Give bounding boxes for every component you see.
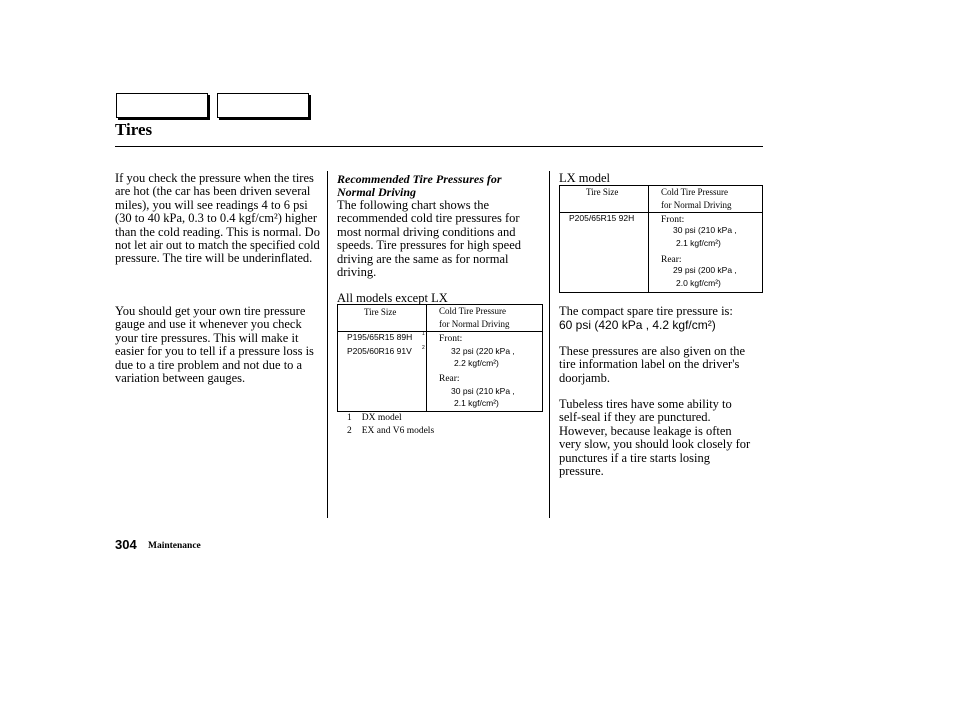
- tire-size-cell: P205/60R16 91V: [347, 346, 412, 356]
- lx-table-title: LX model: [559, 171, 611, 185]
- tire-size-header: Tire Size: [364, 307, 397, 317]
- front-pressure-line2: 2.1 kgf/cm²): [676, 238, 721, 248]
- rear-pressure-line2: 2.1 kgf/cm²): [454, 398, 499, 408]
- rear-label: Rear:: [439, 374, 460, 384]
- all-models-pressure-table: [337, 304, 543, 412]
- front-pressure-line1: 30 psi (210 kPa ,: [673, 225, 737, 235]
- tire-size-header: Tire Size: [586, 187, 619, 197]
- hot-tire-paragraph: If you check the pressure when the tires are hot (the car has been driven several miles), you will see readings 4 to 6 psi (30 to 40 kPa, 0.3 to 0.4 kgf/cm²) higher than the cold reading. This is normal. Do not let air out to match the specified cold pressure. The tire will be underinflated.: [115, 171, 320, 266]
- cold-pressure-header-line1: Cold Tire Pressure: [439, 306, 507, 316]
- nav-box-1[interactable]: [116, 93, 208, 118]
- section-name: Maintenance: [148, 541, 201, 551]
- footnote-mark: 2: [422, 345, 425, 351]
- tire-size-cell: P195/65R15 89H: [347, 332, 413, 342]
- front-label: Front:: [661, 215, 685, 225]
- rear-pressure-line1: 30 psi (210 kPa ,: [451, 386, 515, 396]
- column-divider-1: [327, 171, 328, 518]
- rear-pressure-line2: 2.0 kgf/cm²): [676, 278, 721, 288]
- tubeless-paragraph: Tubeless tires have some ability to self-seal if they are punctured. However, because leakage is often very slow, you should look closely for punctures if a tire starts losing pressure.: [559, 397, 751, 479]
- footnote-mark: 1: [422, 331, 425, 337]
- cold-pressure-header-line2: for Normal Driving: [439, 319, 510, 329]
- front-pressure-line1: 32 psi (220 kPa ,: [451, 346, 515, 356]
- footnote-1: 1 DX model: [347, 413, 402, 423]
- spare-pressure-value: 60 psi (420 kPa , 4.2 kgf/cm²): [559, 318, 716, 332]
- chart-intro-paragraph: The following chart shows the recommended cold tire pressures for most normal driving conditions and speeds. Tire pressures for high speed driving are the same as for normal driving.: [337, 198, 522, 280]
- recommended-pressures-heading: Recommended Tire Pressures for Normal Driving: [337, 172, 502, 199]
- cold-pressure-header-line2: for Normal Driving: [661, 200, 732, 210]
- front-label: Front:: [439, 334, 463, 344]
- all-models-table-title: All models except LX: [337, 291, 448, 305]
- tire-size-cell: P205/65R15 92H: [569, 213, 635, 223]
- page-number: 304: [115, 537, 137, 552]
- title-rule: [115, 146, 763, 147]
- lx-pressure-table: [559, 185, 763, 293]
- footnote-2: 2 EX and V6 models: [347, 426, 435, 436]
- page-title: Tires: [115, 120, 153, 139]
- gauge-paragraph: You should get your own tire pressure gauge and use it whenever you check your tire pressures. This will make it easier for you to tell if a pressure loss is due to a tire problem and not due to a variation between gauges.: [115, 304, 314, 386]
- column-divider-2: [549, 171, 550, 518]
- label-location-paragraph: These pressures are also given on the tire information label on the driver's doorjamb.: [559, 344, 746, 385]
- rear-label: Rear:: [661, 255, 682, 265]
- cold-pressure-header-line1: Cold Tire Pressure: [661, 187, 729, 197]
- nav-box-2[interactable]: [217, 93, 309, 118]
- spare-intro: The compact spare tire pressure is:: [559, 304, 733, 318]
- rear-pressure-line1: 29 psi (200 kPa ,: [673, 265, 737, 275]
- front-pressure-line2: 2.2 kgf/cm²): [454, 358, 499, 368]
